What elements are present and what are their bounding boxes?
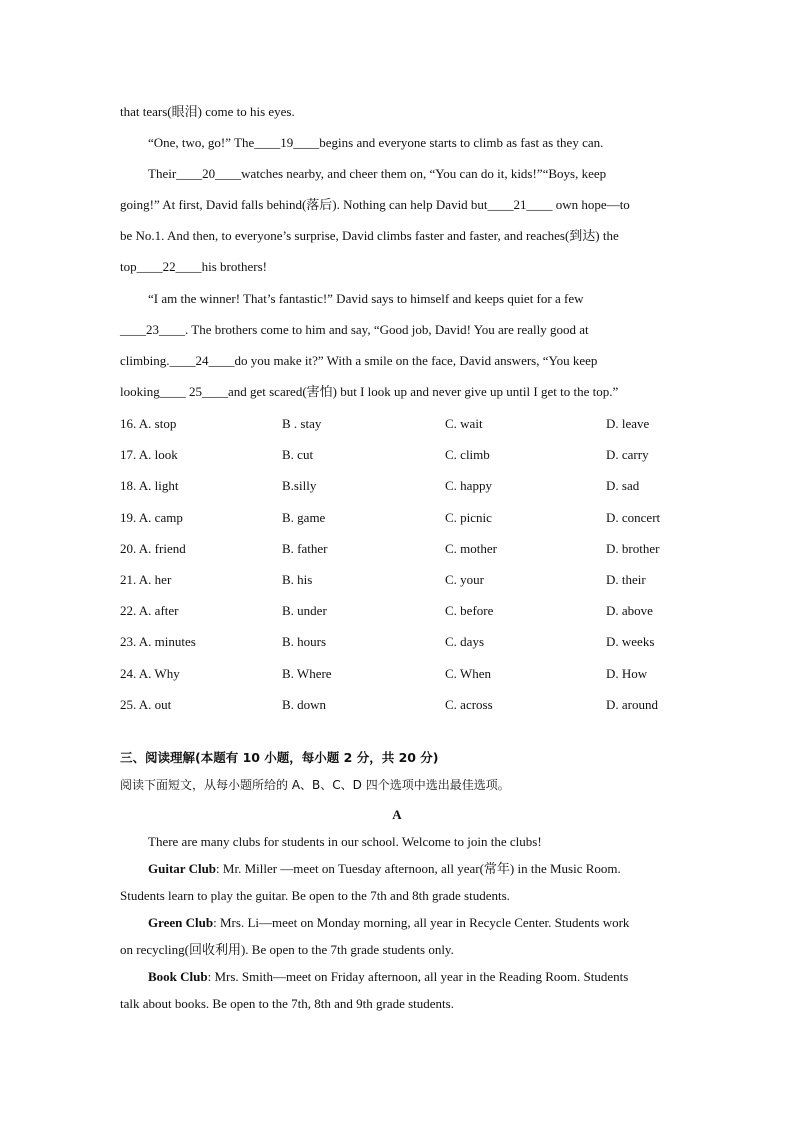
- guitar-club-line: [148, 860, 621, 878]
- question-option: D. weeks: [606, 634, 655, 649]
- question-option: B. father: [282, 541, 328, 556]
- passage-line: looking____ 25____and get scared(害怕) but I look up and never give up until I get to the top.”: [120, 384, 619, 399]
- guitar-club-name: Guitar Club: [148, 861, 217, 876]
- question-option: D. leave: [606, 416, 650, 431]
- question-option: C. wait: [445, 416, 483, 431]
- question-option: B. cut: [282, 447, 314, 462]
- question-option: B. down: [282, 697, 327, 712]
- question-option: C. happy: [445, 478, 492, 493]
- clubs-intro: There are many clubs for students in our school. Welcome to join the clubs!: [148, 834, 542, 849]
- green-club-text: : Mrs. Li—meet on Monday morning, all year in Recycle Center. Students work: [213, 915, 630, 930]
- passage-line: be No.1. And then, to everyone’s surprise, David climbs faster and faster, and reaches(到达) the: [120, 228, 619, 243]
- question-option: C. across: [445, 697, 493, 712]
- question-option: C. picnic: [445, 510, 492, 525]
- question-option-a: 23. A. minutes: [120, 634, 196, 649]
- question-option: C. days: [445, 634, 484, 649]
- passage-line: going!” At first, David falls behind(落后). Nothing can help David but____21____ own hope—to: [120, 197, 630, 212]
- question-option-a: 20. A. friend: [120, 541, 186, 556]
- guitar-club-text: : Mr. Miller —meet on Tuesday afternoon, all year(常年) in the Music Room.: [216, 861, 621, 876]
- section-instruction: 阅读下面短文，从每小题所给的 A、B、C、D 四个选项中选出最佳选项。: [120, 778, 510, 792]
- passage-line: “I am the winner! That’s fantastic!” David says to himself and keeps quiet for a few: [148, 291, 584, 306]
- question-option: D. around: [606, 697, 658, 712]
- question-option: D. concert: [606, 510, 661, 525]
- question-option: C. before: [445, 603, 494, 618]
- question-option: B. his: [282, 572, 313, 587]
- passage-line: climbing.____24____do you make it?” With a smile on the face, David answers, “You keep: [120, 353, 598, 368]
- question-option-a: 18. A. light: [120, 478, 179, 493]
- green-club-name: Green Club: [148, 915, 214, 930]
- question-option: B. under: [282, 603, 327, 618]
- question-option-a: 21. A. her: [120, 572, 172, 587]
- question-option-a: 17. A. look: [120, 447, 178, 462]
- passage-line: “One, two, go!” The____19____begins and everyone starts to climb as fast as they can.: [148, 135, 604, 150]
- question-option: C. climb: [445, 447, 490, 462]
- question-option: C. your: [445, 572, 484, 587]
- question-option-a: 19. A. camp: [120, 510, 183, 525]
- passage-line: that tears(眼泪) come to his eyes.: [120, 104, 295, 119]
- book-club-line: [148, 968, 628, 986]
- green-club-line: [148, 914, 629, 932]
- question-option-a: 16. A. stop: [120, 416, 177, 431]
- question-option: B. Where: [282, 666, 332, 681]
- question-option: D. carry: [606, 447, 649, 462]
- question-option: D. sad: [606, 478, 640, 493]
- question-option: D. brother: [606, 541, 660, 556]
- guitar-club-line2: Students learn to play the guitar. Be open to the 7th and 8th grade students.: [120, 888, 510, 903]
- passage-line: top____22____his brothers!: [120, 259, 267, 274]
- question-option: D. their: [606, 572, 646, 587]
- book-club-name: Book Club: [148, 969, 208, 984]
- question-option-a: 24. A. Why: [120, 666, 180, 681]
- passage-line: ____23____. The brothers come to him and say, “Good job, David! You are really good at: [120, 322, 589, 337]
- book-club-text: : Mrs. Smith—meet on Friday afternoon, all year in the Reading Room. Students: [207, 969, 629, 984]
- question-option: B . stay: [282, 416, 322, 431]
- question-option: D. How: [606, 666, 648, 681]
- green-club-line2: on recycling(回收利用). Be open to the 7th grade students only.: [120, 942, 454, 957]
- question-option: C. mother: [445, 541, 497, 556]
- question-option-a: 25. A. out: [120, 697, 172, 712]
- question-option: B. game: [282, 510, 326, 525]
- question-option: B.silly: [282, 478, 317, 493]
- book-club-line2: talk about books. Be open to the 7th, 8th and 9th grade students.: [120, 996, 454, 1011]
- section-title: 三、阅读理解(本题有 10 小题，每小题 2 分，共 20 分): [120, 750, 439, 765]
- question-option: B. hours: [282, 634, 327, 649]
- question-option-a: 22. A. after: [120, 603, 179, 618]
- question-option: D. above: [606, 603, 653, 618]
- passage-line: Their____20____watches nearby, and cheer them on, “You can do it, kids!”“Boys, keep: [148, 166, 607, 181]
- passage-label: A: [392, 807, 402, 822]
- question-option: C. When: [445, 666, 491, 681]
